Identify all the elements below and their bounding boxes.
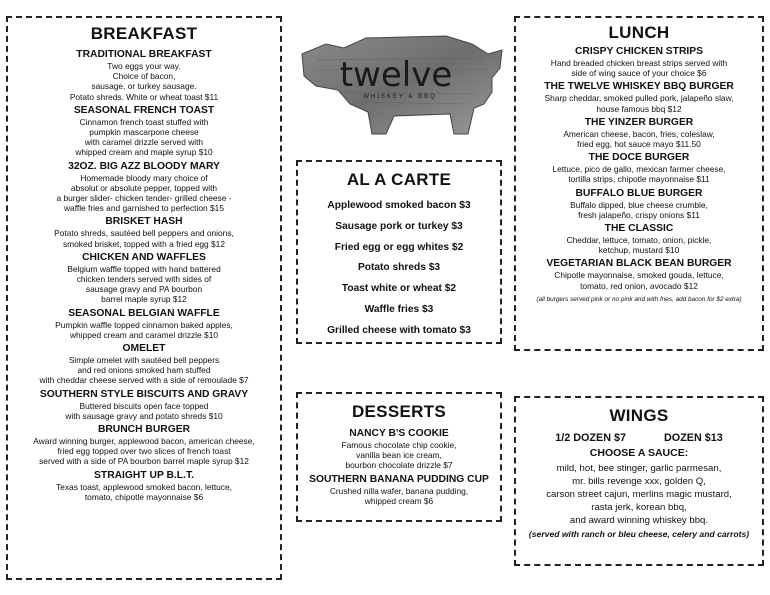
wings-note: (served with ranch or bleu cheese, celery and carrots): [528, 529, 750, 539]
menu-item-description: and red onions smoked ham stuffed: [77, 365, 211, 376]
menu-item-description: vanilla bean ice cream,: [356, 450, 442, 461]
menu-item: [522, 117, 756, 149]
menu-item: [14, 216, 274, 248]
wings-sauce-line: mild, hot, bee stinger, garlic parmesan,: [556, 463, 722, 474]
menu-item-description: sausage, or turkey sausage.: [91, 81, 197, 92]
menu-item-description: tortilla strips, chipotle mayonnaise $11: [568, 174, 710, 185]
menu-item: [14, 161, 274, 214]
menu-item: [522, 46, 756, 78]
menu-item-description: Homemade bloody mary choice of: [80, 172, 208, 183]
menu-item-description: a burger slider- chicken tender- grilled cheese -: [56, 193, 232, 204]
menu-item-description: fried egg, hot sauce mayo $11.50: [577, 139, 701, 150]
lunch-note: (all burgers served pink or no pink and with fries, add bacon for $2 extra): [536, 295, 742, 303]
menu-item-name: THE YINZER BURGER: [584, 116, 694, 128]
alacarte-item: Toast white or wheat $2: [341, 283, 457, 295]
breakfast-panel: [6, 16, 282, 580]
menu-item-description: with caramel drizzle served with: [84, 137, 204, 148]
menu-item-name: VEGETARIAN BLACK BEAN BURGER: [546, 258, 732, 270]
menu-item-description: barrel maple syrup $12: [101, 294, 187, 305]
menu-item-description: Award winning burger, applewood bacon, american cheese,: [33, 436, 255, 447]
menu-item-name: SEASONAL BELGIAN WAFFLE: [68, 307, 220, 319]
menu-item: [304, 474, 494, 506]
logo-tagline: WHISKEY & BBQ: [363, 94, 437, 100]
lunch-panel: [514, 16, 764, 351]
menu-item-name: THE CLASSIC: [604, 223, 674, 235]
alacarte-item: Potato shreds $3: [357, 262, 441, 274]
menu-item-description: Belgium waffle topped with hand battered: [67, 263, 221, 274]
menu-item-description: Crushed nilla wafer, banana pudding,: [329, 485, 469, 496]
menu-item-description: house famous bbq $12: [596, 103, 682, 114]
menu-item-description: Potato shreds, sautéed bell peppers and onions,: [54, 228, 234, 239]
menu-item-description: Lettuce, pico de gallo, mexican farmer cheese,: [552, 164, 726, 175]
alacarte-item: Sausage pork or turkey $3: [335, 220, 463, 232]
menu-item-description: smoked brisket, topped with a fried egg $12: [62, 238, 225, 249]
menu-item-name: BRUNCH BURGER: [97, 424, 191, 436]
menu-item-description: Potato shreds. White or wheat toast $11: [69, 91, 219, 102]
menu-item-name: THE TWELVE WHISKEY BBQ BURGER: [544, 81, 734, 93]
menu-item-name: SOUTHERN BANANA PUDDING CUP: [309, 473, 489, 485]
menu-item-description: sausage gravy and PA bourbon: [85, 284, 203, 295]
pig-logo-icon: [296, 30, 508, 140]
menu-item-description: Texas toast, applewood smoked bacon, lettuce,: [56, 481, 232, 492]
menu-item-description: whipped cream and caramel drizzle $10: [69, 329, 219, 340]
menu-item-name: CHICKEN AND WAFFLES: [82, 251, 206, 263]
menu-item-name: THE DOCE BURGER: [588, 152, 690, 164]
menu-item-description: absolut or absolute pepper, topped with: [70, 182, 218, 193]
alacarte-item: Waffle fries $3: [364, 303, 434, 315]
wings-prices: [522, 432, 756, 444]
menu-item-description: whipped cream and maple syrup $10: [75, 147, 213, 158]
menu-item-description: tomato, red onion, avocado $12: [580, 280, 698, 291]
menu-item-description: side of wing sauce of your choice $6: [571, 68, 707, 79]
alacarte-title: AL A CARTE: [346, 170, 452, 189]
alacarte-item: Fried egg or egg whites $2: [334, 241, 464, 253]
wings-sauce-line: rasta jerk, korean bbq,: [591, 502, 687, 513]
desserts-title: DESSERTS: [351, 402, 447, 421]
menu-item-description: served with a side of PA bourbon barrel maple syrup $12: [39, 456, 249, 467]
breakfast-title: BREAKFAST: [90, 24, 198, 43]
wings-half-dozen-price: 1/2 DOZEN $7: [555, 432, 626, 444]
wings-sauce-list: [522, 462, 756, 527]
menu-item-description: Cinnamon french toast stuffed with: [79, 116, 209, 127]
menu-item: [522, 258, 756, 290]
menu-item: [14, 308, 274, 340]
wings-sauce-line: and award winning whiskey bbq.: [569, 515, 709, 526]
menu-item-description: Sharp cheddar, smoked pulled pork, jalapeño slaw,: [544, 93, 734, 104]
menu-item-name: STRAIGHT UP B.L.T.: [94, 469, 194, 481]
menu-item-description: ketchup, mustard $10: [598, 245, 680, 256]
desserts-items: [304, 428, 494, 506]
menu-item: [14, 470, 274, 502]
menu-item-description: Cheddar, lettuce, tomato, onion, pickle,: [566, 235, 712, 246]
menu-item-name: SOUTHERN STYLE BISCUITS AND GRAVY: [39, 388, 249, 400]
alacarte-panel: [296, 160, 502, 344]
menu-item-description: Chipotle mayonnaise, smoked gouda, lettuce,: [554, 270, 724, 281]
menu-item-description: fried egg topped over two slices of french toast: [57, 446, 231, 457]
menu-item: [14, 49, 274, 102]
desserts-panel: [296, 392, 502, 522]
menu-item-name: CRISPY CHICKEN STRIPS: [575, 46, 703, 57]
menu-item-name: SEASONAL FRENCH TOAST: [73, 104, 215, 116]
wings-sauce-title: CHOOSE A SAUCE:: [589, 447, 689, 459]
restaurant-logo: [296, 30, 508, 140]
menu-item-description: chicken tenders served with sides of: [76, 274, 212, 285]
menu-item: [522, 81, 756, 113]
menu-item-description: pumpkin mascarpone cheese: [89, 127, 199, 138]
menu-item-description: waffle fries and garnished to perfection $15: [63, 203, 224, 214]
lunch-items: [522, 46, 756, 291]
alacarte-item: Grilled cheese with tomato $3: [327, 324, 471, 336]
alacarte-item: Applewood smoked bacon $3: [327, 200, 471, 211]
menu-item-description: Buttered biscuits open face topped: [79, 400, 209, 411]
menu-item-description: with cheddar cheese served with a side of remoulade $7: [39, 375, 249, 386]
menu-item-name: TRADITIONAL BREAKFAST: [76, 49, 212, 60]
menu-item-description: American cheese, bacon, fries, coleslaw,: [563, 128, 715, 139]
menu-item-name: BUFFALO BLUE BURGER: [575, 187, 703, 199]
lunch-title: LUNCH: [608, 23, 670, 42]
menu-item-description: bourbon chocolate drizzle $7: [345, 460, 453, 471]
wings-panel: [514, 396, 764, 566]
menu-item-description: fresh jalapeño, crispy onions $11: [578, 209, 700, 220]
menu-item: [14, 424, 274, 467]
menu-item-name: OMELET: [122, 343, 166, 355]
menu-item: [522, 188, 756, 220]
wings-title: WINGS: [609, 406, 669, 425]
menu-item: [14, 105, 274, 158]
menu-item: [304, 428, 494, 471]
wings-sauce-line: carson street cajun, merlins magic mustard,: [546, 489, 732, 500]
menu-item-name: BRISKET HASH: [105, 216, 183, 228]
logo-wordmark: twelve: [339, 55, 453, 95]
menu-item-name: NANCY B'S COOKIE: [349, 428, 449, 439]
menu-item: [14, 389, 274, 421]
menu-item-description: Pumpkin waffle topped cinnamon baked apples,: [55, 319, 233, 330]
menu-item-description: Hand breaded chicken breast strips served with: [550, 58, 728, 68]
menu-item-description: with sausage gravy and potato shreds $10: [65, 410, 223, 421]
menu-item-description: Two eggs your way.: [107, 61, 181, 71]
wings-dozen-price: DOZEN $13: [664, 432, 723, 444]
menu-item: [14, 252, 274, 305]
wings-sauce-line: mr. bills revenge xxx, golden Q,: [572, 476, 706, 487]
menu-item-description: Buffalo dipped, blue cheese crumble,: [570, 199, 708, 210]
menu-item: [14, 343, 274, 386]
breakfast-items: [14, 49, 274, 502]
menu-item-description: Famous chocolate chip cookie,: [341, 440, 457, 450]
menu-item-description: whipped cream $6: [364, 495, 434, 506]
menu-item: [522, 152, 756, 184]
menu-item-name: 32OZ. BIG AZZ BLOODY MARY: [68, 160, 220, 172]
menu-item-description: tomato, chipotle mayonnaise $6: [84, 491, 204, 502]
menu-item-description: Choice of bacon,: [112, 71, 176, 82]
menu-item: [522, 223, 756, 255]
menu-item-description: Simple omelet with sautéed bell peppers: [68, 355, 220, 366]
alacarte-items: [304, 200, 494, 337]
